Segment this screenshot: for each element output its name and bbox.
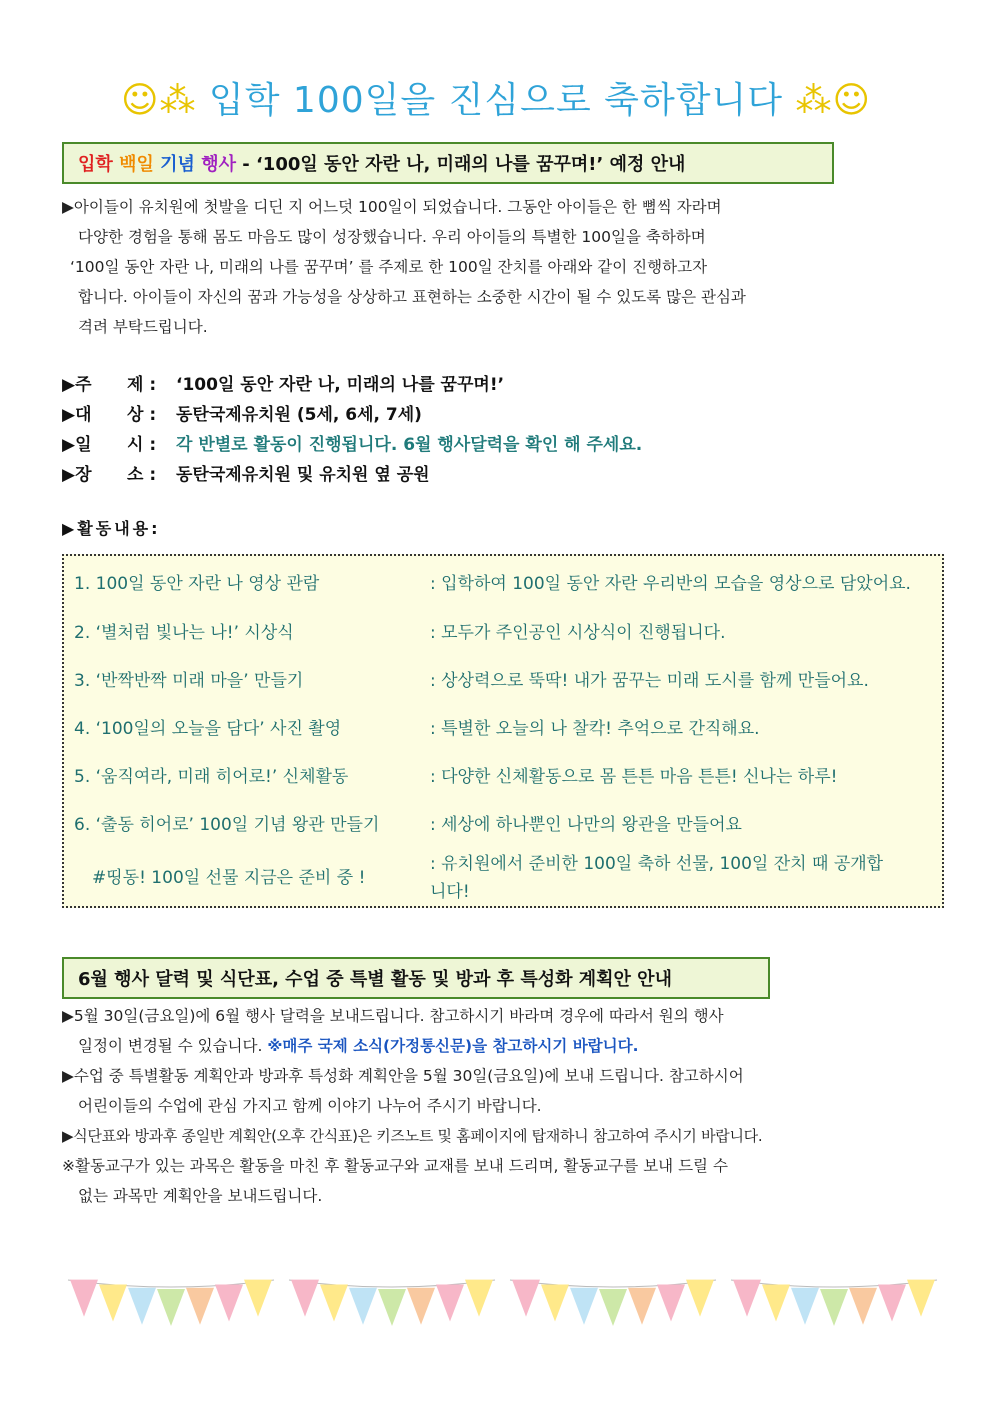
heading-word-4: 행사 xyxy=(201,154,236,175)
bunting-flag xyxy=(820,1289,848,1326)
bunting-flag xyxy=(762,1284,790,1321)
bunting-flag xyxy=(70,1280,98,1317)
activity-row xyxy=(74,810,940,835)
bunting-flag xyxy=(599,1289,627,1326)
info-row-place xyxy=(62,460,932,490)
event-info xyxy=(62,370,932,490)
sparkle-smiley-icon: ⁂☺ xyxy=(795,80,872,121)
page-title-text: 입학 100일을 진심으로 축하합니다 xyxy=(208,80,784,121)
notice-highlight: ※매주 국제 소식(가정통신문)을 참고하시기 바랍니다. xyxy=(267,1037,639,1055)
bunting-decoration xyxy=(508,1272,718,1332)
intro-line: 격려 부탁드립니다. xyxy=(78,318,208,336)
activity-row xyxy=(74,666,940,691)
info-row-target xyxy=(62,400,932,430)
heading-word-3: 기념 xyxy=(160,154,195,175)
bunting-flag xyxy=(349,1288,377,1325)
bunting-flag xyxy=(99,1284,127,1321)
notice-line xyxy=(62,1031,932,1061)
page-title xyxy=(0,72,992,123)
heading-rest: - ‘100일 동안 자란 나, 미래의 나를 꿈꾸며!’ 예정 안내 xyxy=(235,154,686,175)
activity-row xyxy=(74,762,940,787)
info-row-date xyxy=(62,430,932,460)
info-label: ▶일 시 : xyxy=(62,435,163,455)
bunting-flag xyxy=(686,1280,714,1317)
bunting-flag xyxy=(436,1284,464,1321)
bunting-flag xyxy=(128,1288,156,1325)
bunting-decoration xyxy=(287,1272,497,1332)
info-label: ▶장 소 : xyxy=(62,465,163,485)
activity-desc: : 특별한 오늘의 나 찰칵! 추억으로 간직해요. xyxy=(430,719,760,739)
info-value: 동탄국제유치원 (5세, 6세, 7세) xyxy=(176,405,422,425)
info-value: 동탄국제유치원 및 유치원 옆 공원 xyxy=(176,465,430,485)
activity-name: 6. ‘출동 히어로’ 100일 기념 왕관 만들기 xyxy=(74,815,380,835)
info-label: ▶대 상 : xyxy=(62,405,163,425)
activity-desc: : 상상력으로 뚝딱! 내가 꿈꾸는 미래 도시를 함께 만들어요. xyxy=(430,671,869,691)
intro-line: 합니다. 아이들이 자신의 꿈과 가능성을 상상하고 표현하는 소중한 시간이 될 수 있도록 많은 관심과 xyxy=(78,288,746,306)
bunting-string xyxy=(731,1280,937,1287)
bunting-flag xyxy=(657,1284,685,1321)
bunting-decoration xyxy=(66,1272,276,1332)
activity-desc: : 모두가 주인공인 시상식이 진행됩니다. xyxy=(430,623,726,643)
info-label: ▶주 제 : xyxy=(62,375,163,395)
bunting-flag xyxy=(907,1280,935,1317)
activity-desc: : 입학하여 100일 동안 자란 우리반의 모습을 영상으로 담았어요. xyxy=(430,574,911,594)
activity-desc: : 다양한 신체활동으로 몸 튼튼 마음 튼튼! 신나는 하루! xyxy=(430,767,838,787)
notice-line: ▶수업 중 특별활동 계획안과 방과후 특성화 계획안을 5월 30일(금요일)에 보내 드립니다. 참고하시어 xyxy=(62,1067,744,1085)
activities-box xyxy=(62,554,944,908)
intro-paragraph xyxy=(62,192,932,342)
bunting-flag xyxy=(512,1280,540,1317)
activity-row xyxy=(74,569,940,594)
notice-line-text: 일정이 변경될 수 있습니다. xyxy=(78,1037,268,1055)
activity-name: 5. ‘움직여라, 미래 히어로!’ 신체활동 xyxy=(74,767,349,787)
bunting-flag xyxy=(849,1288,877,1325)
bunting-string xyxy=(289,1280,495,1287)
bunting-flag xyxy=(570,1288,598,1325)
notice-line: 어린이들의 수업에 관심 가지고 함께 이야기 나누어 주시기 바랍니다. xyxy=(78,1097,542,1115)
bunting-flag xyxy=(291,1280,319,1317)
bunting-flag xyxy=(878,1284,906,1321)
activities-title: ▶활동내용: xyxy=(62,519,161,538)
activity-desc: : 유치원에서 준비한 100일 축하 선물, 100일 잔치 때 공개합니다! xyxy=(430,854,884,902)
bunting-flag xyxy=(465,1280,493,1317)
smiley-sparkle-icon: ☺⁂ xyxy=(120,80,197,121)
activity-row xyxy=(74,850,940,906)
intro-line: ▶아이들이 유치원에 첫발을 디딘 지 어느덧 100일이 되었습니다. 그동안 아이들은 한 뼘씩 자라며 xyxy=(62,198,722,216)
bunting-flag xyxy=(541,1284,569,1321)
info-value: ‘100일 동안 자란 나, 미래의 나를 꿈꾸며!’ xyxy=(176,375,505,395)
intro-line: ‘100일 동안 자란 나, 미래의 나를 꿈꾸며’ 를 주제로 한 100일 잔치를 아래와 같이 진행하고자 xyxy=(70,258,708,276)
bunting-flag xyxy=(628,1288,656,1325)
bunting-flag xyxy=(186,1288,214,1325)
activity-name: #띵동! 100일 선물 지금은 준비 중 ! xyxy=(92,868,366,888)
notice-paragraph xyxy=(62,1001,932,1211)
notice-line: ※활동교구가 있는 과목은 활동을 마친 후 활동교구와 교재를 보내 드리며, 활동교구를 보내 드릴 수 xyxy=(62,1157,728,1175)
bunting-string xyxy=(68,1280,274,1287)
info-row-theme xyxy=(62,370,932,400)
info-value: 각 반별로 활동이 진행됩니다. 6월 행사달력을 확인 해 주세요. xyxy=(176,435,643,455)
bunting-flag xyxy=(378,1289,406,1326)
bunting-flag xyxy=(215,1284,243,1321)
bunting-flag xyxy=(733,1280,761,1317)
bunting-flag xyxy=(157,1289,185,1326)
notice-line: ▶5월 30일(금요일)에 6월 행사 달력을 보내드립니다. 참고하시기 바라며 경우에 따라서 원의 행사 xyxy=(62,1007,724,1025)
bunting-decoration xyxy=(729,1272,939,1332)
heading-word-1: 입학 xyxy=(78,154,113,175)
bunting-string xyxy=(510,1280,716,1287)
heading-word-2: 백일 xyxy=(119,154,154,175)
bunting-flag xyxy=(407,1288,435,1325)
activity-row xyxy=(74,618,940,643)
activity-row xyxy=(74,714,940,739)
bunting-flag xyxy=(244,1280,272,1317)
activity-name: 4. ‘100일의 오늘을 담다’ 사진 촬영 xyxy=(74,719,342,739)
activity-name: 2. ‘별처럼 빛나는 나!’ 시상식 xyxy=(74,623,294,643)
notice-line: ▶식단표와 방과후 종일반 계획안(오후 간식표)은 키즈노트 및 홈페이지에 탑재하니 참고하여 주시기 바랍니다. xyxy=(62,1127,763,1145)
bunting-flag xyxy=(320,1284,348,1321)
activity-desc: : 세상에 하나뿐인 나만의 왕관을 만들어요 xyxy=(430,815,742,835)
bunting-flag xyxy=(791,1288,819,1325)
activity-name: 1. 100일 동안 자란 나 영상 관람 xyxy=(74,574,320,594)
section2-heading: 6월 행사 달력 및 식단표, 수업 중 특별 활동 및 방과 후 특성화 계획안 안내 xyxy=(62,957,770,999)
activity-name: 3. ‘반짝반짝 미래 마을’ 만들기 xyxy=(74,671,304,691)
intro-line: 다양한 경험을 통해 몸도 마음도 많이 성장했습니다. 우리 아이들의 특별한 100일을 축하하며 xyxy=(78,228,706,246)
notice-line: 없는 과목만 계획안을 보내드립니다. xyxy=(78,1187,323,1205)
section1-heading xyxy=(62,142,834,184)
